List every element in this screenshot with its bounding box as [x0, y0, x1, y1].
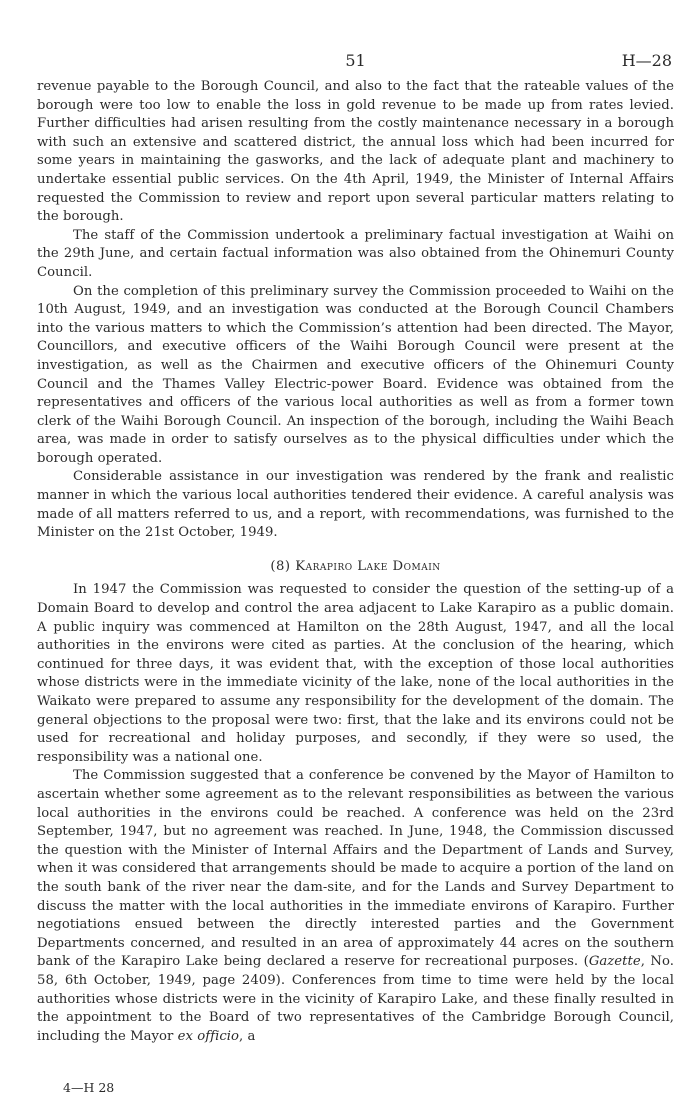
gazette-citation: Gazette — [588, 954, 641, 970]
text-run: The Commission suggested that a conference be convened by the Mayor of Hamilton to ascertain whether some agreement as to the relevant responsibilities as between the various local authorities in the environs could be reached. A conference was held on the 23rd September, 1947, but no agreement was reached. In June, 1948, the Commission discussed the question with the Minister of Internal Affairs and the Department of Lands and Survey, when it was considered that arrangements should be made to acquire a portion of the land on the south bank of the river near the dam-site, and for the Lands and Survey Department to discuss the matter with the local authorities in the immediate environs of Karapiro. Further negotiations ensued between the directly interested parties and the Government Departments concerned, and resulted in an area of approximately 44 acres on the southern bank of the Karapiro Lake being declared a reserve for recreational purposes. ( — [37, 768, 674, 970]
paragraph: In 1947 the Commission was requested to consider the question of the setting-up of a Domain Board to develop and control the area adjacent to Lake Karapiro as a public domain. A public inquiry was commenced at Hamilton on the 28th August, 1947, and all the local authorities in the environs were cited as parties. At the conclusion of the hearing, which continued for three days, it was evident that, with the exception of those local authorities whose districts were in the immediate vicinity of the lake, none of the local authorities in the Waikato were prepared to assume any responsibility for the development of the domain. The general objections to the proposal were two: first, that the lake and its environs could not be used for recreational and holiday purposes, and secondly, if they were so used, the responsibility was a national one. — [37, 582, 674, 765]
paragraph: On the completion of this preliminary survey the Commission proceeded to Waihi on the 10th August, 1949, and an investigation was conducted at the Borough Council Chambers into the various matters to which the Commission’s attention had been directed. The Mayor, Councillors, and executive officers of the Waihi Borough Council were present at the investigation, as well as the Chairmen and executive officers of the Ohinemuri County Council and the Thames Valley Electric-power Board. Evidence was obtained from the representatives and officers of the various local authorities as well as from a former town clerk of the Waihi Borough Council. An inspection of the borough, including the Waihi Beach area, was made in order to satisfy ourselves as to the physical difficulties under which the borough operated. — [37, 283, 674, 466]
text-run: , No. 58, 6th October, 1949, page 2409). Conferences from time to time were held by the local authorities whose districts were in the vicinity of Karapiro Lake, and these finally resulted in the appointment to the Board of two representatives of the Cambridge Borough Council, including the Mayor — [37, 954, 674, 1044]
ex-officio-term: ex officio — [177, 1028, 240, 1044]
body-text — [37, 78, 674, 1046]
page-number: 51 — [345, 51, 366, 70]
text-run: , a — [239, 1028, 256, 1044]
document-reference: H—28 — [621, 51, 672, 70]
section-heading: (8) Karapiro Lake Domain — [270, 558, 441, 574]
printer-signature: 4—H 28 — [63, 1080, 115, 1095]
paragraph: The staff of the Commission undertook a preliminary factual investigation at Waihi on the 29th June, and certain factual information was also obtained from the Ohinemuri County Council. — [37, 227, 674, 280]
paragraph-last — [37, 767, 674, 1046]
page-header — [37, 0, 674, 78]
paragraph-continued: revenue payable to the Borough Council, and also to the fact that the rateable values of the borough were too low to enable the loss in gold revenue to be made up from rates levied. Further difficulties had arisen resulting from the costly maintenance necessary in a borough with such an extensive and scattered district, the annual loss which had been incurred for some years in maintaining the gasworks, and the lack of adequate plant and machinery to undertake essential public services. On the 4th April, 1949, the Minister of Internal Affairs requested the Commission to review and report upon several particular matters relating to the borough. — [37, 79, 674, 225]
paragraph: Considerable assistance in our investigation was rendered by the frank and realistic manner in which the various local authorities tendered their evidence. A careful analysis was made of all matters referred to us, and a report, with recommendations, was furnished to the Minister on the 21st October, 1949. — [37, 469, 674, 541]
